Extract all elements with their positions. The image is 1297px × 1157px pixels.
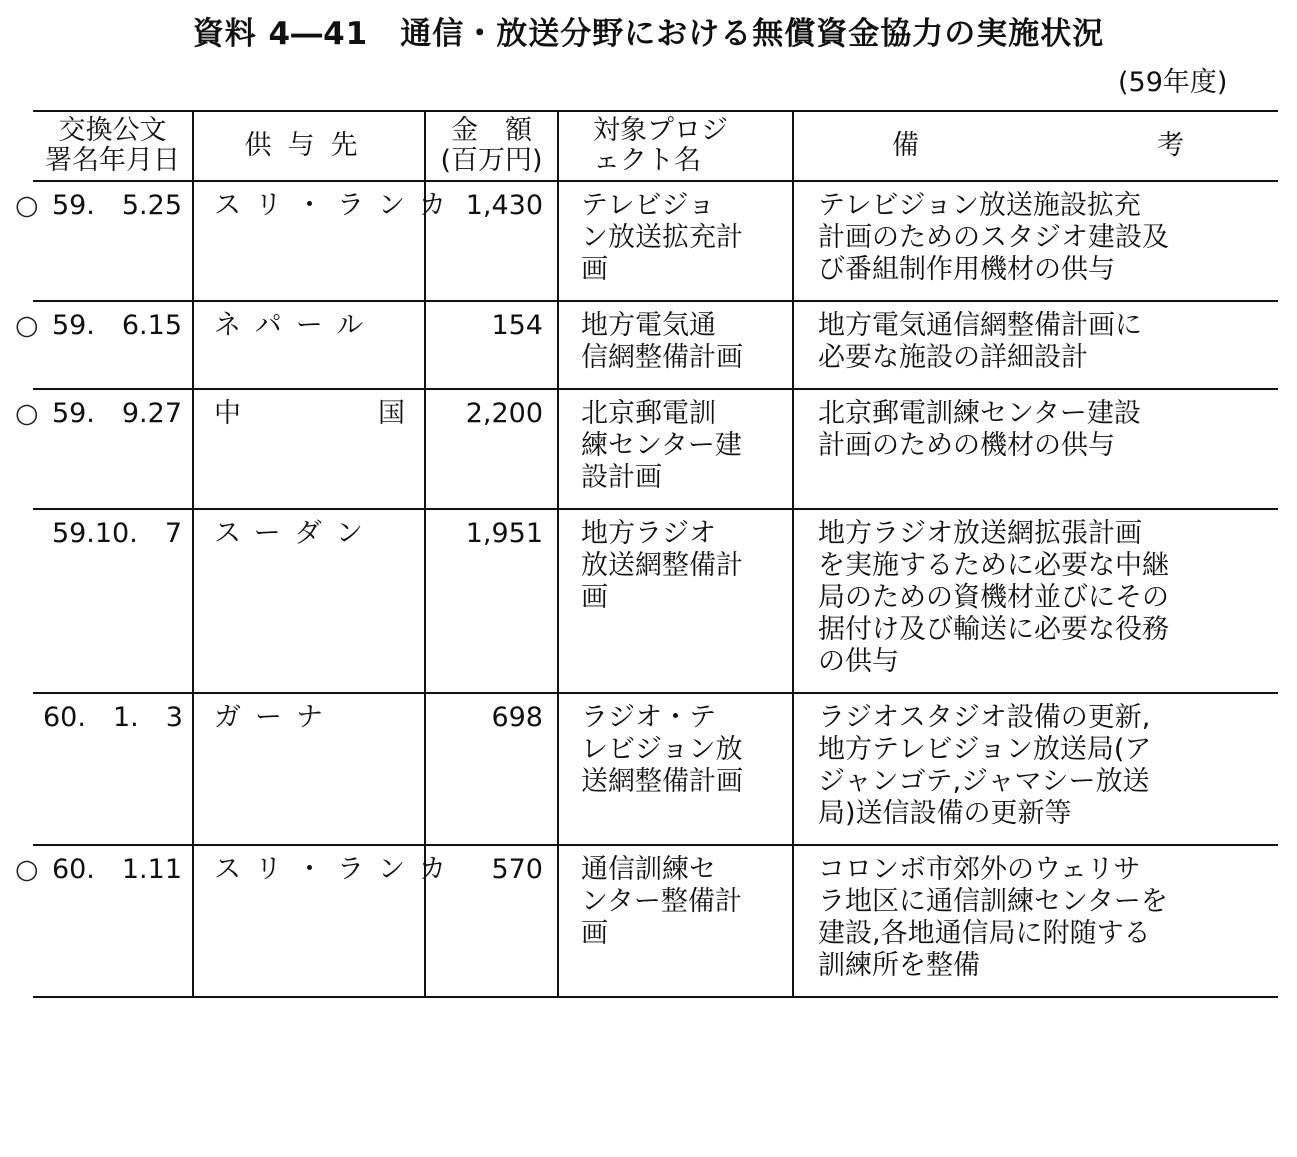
- amount-cell: 698: [425, 693, 558, 845]
- row-mark: ○: [15, 854, 39, 885]
- table-row: [33, 509, 1278, 693]
- row-mark: ○: [15, 190, 39, 221]
- grant-aid-table: [15, 110, 1278, 998]
- project-cell: 北京郵電訓 練センター建 設計画: [558, 389, 793, 509]
- signing-date-cell: ○ 59. 6.15: [33, 301, 193, 389]
- signing-date-cell: 59.10. 7: [33, 509, 193, 693]
- remarks-cell: ラジオスタジオ設備の更新, 地方テレビジョン放送局(ア ジャンゴテ,ジャマシー放送 局)送信設備の更新等: [793, 693, 1278, 845]
- header-remarks: 備 考: [793, 111, 1278, 181]
- recipient-cell: スリ・ランカ: [193, 845, 425, 997]
- remarks-cell: 北京郵電訓練センター建設 計画のための機材の供与: [793, 389, 1278, 509]
- recipient-cell: 中 国: [193, 389, 425, 509]
- page-title: 資料 4―41 通信・放送分野における無償資金協力の実施状況: [192, 16, 1105, 52]
- signing-date-cell: 60. 1. 3: [33, 693, 193, 845]
- header-amount: 金 額 (百万円): [425, 111, 558, 181]
- table-row: [33, 845, 1278, 997]
- table-row: [33, 693, 1278, 845]
- table-row: [33, 389, 1278, 509]
- recipient-cell: スーダン: [193, 509, 425, 693]
- header-signing-date: 交換公文 署名年月日: [33, 111, 193, 181]
- header-recipient: 供与先: [193, 111, 425, 181]
- signing-date-cell: ○ 59. 5.25: [33, 181, 193, 301]
- signing-date-cell: ○ 60. 1.11: [33, 845, 193, 997]
- project-cell: ラジオ・テ レビジョン放 送網整備計画: [558, 693, 793, 845]
- remarks-cell: コロンボ市郊外のウェリサ ラ地区に通信訓練センターを 建設,各地通信局に附随する 訓練所を整備: [793, 845, 1278, 997]
- recipient-cell: スリ・ランカ: [193, 181, 425, 301]
- project-cell: 通信訓練セ ンター整備計 画: [558, 845, 793, 997]
- signing-date-cell: ○ 59. 9.27: [33, 389, 193, 509]
- row-mark: ○: [15, 398, 39, 429]
- remarks-cell: 地方電気通信網整備計画に 必要な施設の詳細設計: [793, 301, 1278, 389]
- remarks-cell: 地方ラジオ放送網拡張計画 を実施するために必要な中継 局のための資機材並びにその 据付け及び輸送に必要な役務 の供与: [793, 509, 1278, 693]
- recipient-cell: ネパール: [193, 301, 425, 389]
- amount-cell: 1,430: [425, 181, 558, 301]
- header-project: 対象プロジ ェクト名: [558, 111, 793, 181]
- amount-cell: 1,951: [425, 509, 558, 693]
- recipient-cell: ガーナ: [193, 693, 425, 845]
- table-row: [33, 301, 1278, 389]
- amount-cell: 154: [425, 301, 558, 389]
- amount-cell: 2,200: [425, 389, 558, 509]
- row-mark: ○: [15, 310, 39, 341]
- fiscal-year-note: (59年度): [1118, 67, 1228, 98]
- amount-cell: 570: [425, 845, 558, 997]
- project-cell: テレビジョ ン放送拡充計 画: [558, 181, 793, 301]
- remarks-cell: テレビジョン放送施設拡充 計画のためのスタジオ建設及 び番組制作用機材の供与: [793, 181, 1278, 301]
- table-row: [33, 181, 1278, 301]
- table-header-row: [33, 111, 1278, 181]
- project-cell: 地方電気通 信網整備計画: [558, 301, 793, 389]
- project-cell: 地方ラジオ 放送網整備計 画: [558, 509, 793, 693]
